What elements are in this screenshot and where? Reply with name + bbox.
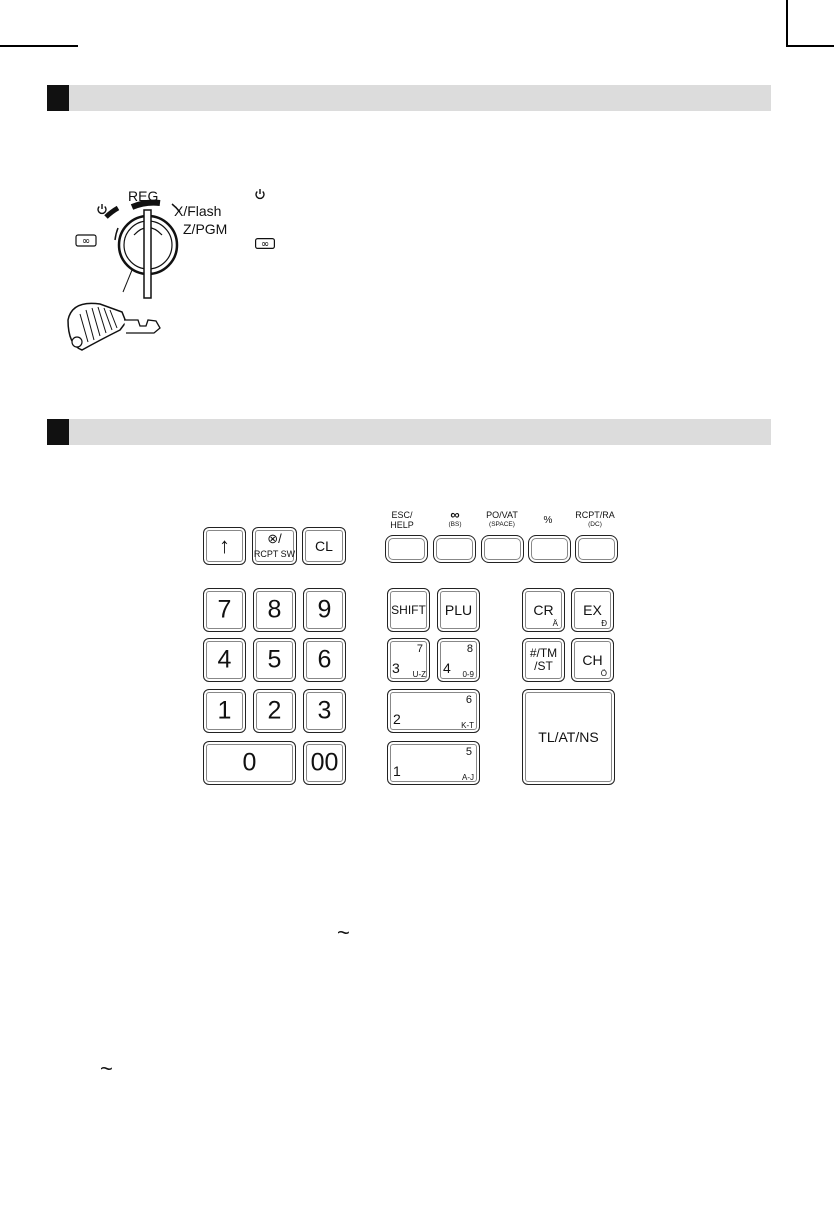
rcpt-sw-key[interactable] — [252, 527, 297, 565]
shifted-dept-number: 5 — [465, 746, 472, 758]
crop-mark — [0, 45, 78, 47]
exchange-label: EX — [583, 602, 602, 618]
shifted-dept-number: 8 — [466, 643, 473, 655]
up-arrow-icon: ↑ — [219, 533, 230, 558]
bs-sublabel: (BS) — [448, 521, 462, 528]
numpad-key-3[interactable] — [303, 689, 346, 733]
void-key[interactable] — [433, 535, 476, 563]
numpad-key-label: 3 — [317, 696, 332, 725]
total-key[interactable] — [522, 689, 615, 785]
subtotal-label-line2: /ST — [534, 659, 553, 673]
exchange-sublabel: Đ — [601, 619, 607, 628]
dept-number: 3 — [392, 660, 400, 676]
department-key-2[interactable] — [387, 689, 480, 733]
infinity-icon: ∞ — [450, 507, 460, 522]
numpad-key-label: 6 — [317, 645, 332, 674]
check-label: CH — [582, 652, 603, 668]
alpha-range: A-J — [462, 773, 474, 782]
rcpt-sw-top: ⊗/ — [267, 531, 282, 546]
percent-key[interactable] — [528, 535, 571, 563]
shifted-dept-number: 7 — [416, 643, 423, 655]
department-key-3[interactable] — [387, 638, 430, 682]
numpad-key-label: 5 — [267, 645, 282, 674]
rcpt-ra-key[interactable] — [575, 535, 618, 563]
numpad-key-label: 8 — [267, 595, 282, 624]
void-label — [430, 509, 480, 530]
svg-text:∞: ∞ — [81, 236, 91, 247]
dc-sublabel: (DC) — [588, 521, 602, 528]
section-header-bar — [47, 85, 771, 111]
paper-feed-key[interactable] — [203, 527, 246, 565]
credit-label: CR — [533, 602, 554, 618]
numpad-key-2[interactable] — [253, 689, 296, 733]
numpad-key-label: 9 — [317, 595, 332, 624]
shift-key[interactable] — [387, 588, 430, 632]
mode-switch-illustration — [60, 180, 260, 380]
rcpt-sw-bottom: RCPT SW — [253, 549, 296, 559]
dept-number: 1 — [393, 763, 401, 779]
exchange-key[interactable] — [571, 588, 614, 632]
section-marker — [47, 419, 69, 445]
dept-number: 2 — [393, 711, 401, 727]
credit-sublabel: Ä — [552, 619, 558, 628]
dept-number: 4 — [443, 660, 451, 676]
department-key-1[interactable] — [387, 741, 480, 785]
numpad-key-label: 00 — [310, 748, 339, 777]
subtotal-label-line1: #/TM — [529, 646, 558, 660]
po-vat-key[interactable] — [481, 535, 524, 563]
esc-help-label: ESC/ HELP — [390, 510, 414, 530]
section-marker — [47, 85, 69, 111]
space-sublabel: (SPACE) — [489, 521, 515, 528]
department-key-4[interactable] — [437, 638, 480, 682]
section-header-bar — [47, 419, 771, 445]
esc-help-key[interactable] — [385, 535, 428, 563]
numpad-key-9[interactable] — [303, 588, 346, 632]
numpad-key-label: 0 — [242, 748, 257, 777]
numpad-key-8[interactable] — [253, 588, 296, 632]
numpad-key-00[interactable] — [303, 741, 346, 785]
plu-label: PLU — [444, 602, 473, 618]
range-tilde: ~ — [337, 920, 350, 945]
numpad-key-0[interactable] — [203, 741, 296, 785]
mode-z-pgm-label: Z/PGM — [183, 221, 228, 237]
alpha-range: U-Z — [412, 670, 426, 679]
po-vat-label — [477, 510, 527, 530]
numpad-key-6[interactable] — [303, 638, 346, 682]
alpha-range: 0-9 — [462, 670, 474, 679]
shifted-dept-number: 6 — [465, 694, 472, 706]
numpad-key-label: 1 — [217, 696, 232, 725]
range-tilde: ~ — [100, 1056, 113, 1081]
rcpt-ra-label — [570, 510, 620, 530]
numpad-key-label: 2 — [267, 696, 282, 725]
clear-label: CL — [315, 538, 333, 554]
power-icon — [254, 188, 266, 200]
mode-reg-label: REG — [128, 188, 159, 204]
numpad-key-7[interactable] — [203, 588, 246, 632]
mode-x-flash-label: X/Flash — [174, 203, 222, 219]
numpad-key-4[interactable] — [203, 638, 246, 682]
rcpt-ra-text: RCPT/RA — [575, 510, 615, 520]
po-vat-text: PO/VAT — [486, 510, 518, 520]
total-label: TL/AT/NS — [538, 729, 599, 745]
check-sublabel: Ö — [600, 669, 607, 678]
crop-mark — [786, 0, 788, 47]
svg-text:∞: ∞ — [260, 239, 270, 249]
crop-mark — [788, 45, 834, 47]
credit-key[interactable] — [522, 588, 565, 632]
power-icon — [96, 203, 108, 215]
check-key[interactable] — [571, 638, 614, 682]
numpad-key-5[interactable] — [253, 638, 296, 682]
alpha-range: K-T — [461, 721, 474, 730]
infinity-icon — [255, 238, 275, 249]
clear-key[interactable] — [302, 527, 346, 565]
shift-label: SHIFT — [391, 603, 426, 617]
percent-label: % — [543, 515, 553, 526]
subtotal-key[interactable] — [522, 638, 565, 682]
numpad-key-label: 7 — [217, 595, 232, 624]
numpad-key-1[interactable] — [203, 689, 246, 733]
plu-key[interactable] — [437, 588, 480, 632]
numpad-key-label: 4 — [217, 645, 232, 674]
